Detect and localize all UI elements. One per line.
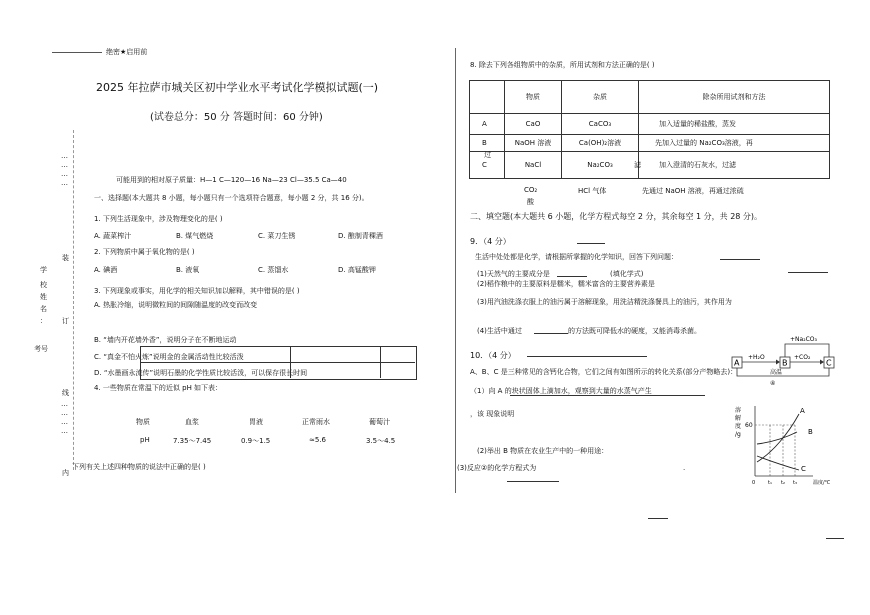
binding-dots-1: … … … … [61,152,69,187]
graph-ylabel-1: 溶 [735,407,742,414]
graph-curve-b [757,432,797,444]
graph-ylabel-2: 解 [735,415,742,422]
q10-transform-diagram [730,334,840,398]
q1-option-a: A. 蔬菜榨汁 [94,232,132,240]
q8-b-3: 先加入过量的 Na₂CO₃溶液，再 [639,135,830,152]
graph-label-a: A [800,407,805,415]
q10-item-3: (3)反应②的化学方程式为 [457,464,537,472]
graph-curve-c [757,456,799,470]
secret-mark: 绝密★启用前 [106,48,148,56]
q2-option-d: D. 高锰酸钾 [338,266,376,274]
q8-d-2: HCl 气体 [578,187,607,195]
graph-label-c: C [801,465,806,473]
q4-h-3: 正常雨水 [302,418,330,426]
q3-option-d: D. “水墨画永流传”说明石墨的化学性质比较活泼，可以保存很长时间 [94,369,308,377]
label-xue: 学 [40,266,47,274]
binding-marker-xian: 线 [62,389,69,397]
q8-table [469,80,830,179]
q3-grid-v1 [290,346,291,378]
binding-line [73,130,74,470]
q10-intro: A、B、C 是三种常见的含钙化合物，它们之间有如图所示的转化关系(部分产物略去)： [470,368,738,376]
diagram-arrow-ab-head [776,360,780,365]
graph-ylabel-4: /g [735,431,741,438]
q8-c-1: NaCl [505,152,562,179]
q8-a-0: A [470,114,505,135]
column-divider [455,48,456,493]
q8-overflow-lv: 滤 [634,161,641,169]
graph-tick-t3: t₃ [793,480,797,486]
q9-blank-1c [788,272,828,273]
q8-h-0 [470,81,505,114]
q10-extra-rule [648,518,668,519]
q10-solubility-graph [733,402,843,490]
q3-option-a: A. 热胀冷缩，说明微粒间的间隙随温度的改变而改变 [94,301,258,309]
q8-b-0: B [470,135,505,152]
diagram-arrow1-label: +H₂O [748,354,765,361]
diagram-arrow-bc-head [820,360,824,365]
binding-marker-nei: 内 [62,469,69,477]
q8-h-1: 物质 [505,81,562,114]
q2-option-b: B. 液氧 [176,266,200,274]
q8-a-1: CaO [505,114,562,135]
q9-blank-4 [534,333,568,334]
q1-option-c: C. 菜刀生锈 [258,232,296,240]
diagram-node-a: A [734,358,740,368]
q10-blank-3 [507,481,559,482]
q8-b-1: NaOH 溶液 [505,135,562,152]
q4-r-2: 0.9～1.5 [241,437,271,445]
exam-subtitle: (试卷总分：50 分 答题时间：60 分钟) [150,112,323,123]
q10-item-1b: ，该 现象说明 [470,410,515,418]
q3-option-c: C. “真金不怕火炼”说明金的金属活动性比较活泼 [94,353,244,361]
q8-h-3: 除杂所用试剂和方法 [639,81,830,114]
q2-option-c: C. 蒸馏水 [258,266,289,274]
q8-b-2: Ca(OH)₂溶液 [562,135,639,152]
q9-blank-1 [557,276,587,277]
q9-item-4a: (4)生活中通过 [477,327,522,335]
q1-option-d: D. 酿制青稞酒 [338,232,383,240]
label-xing: 姓 [40,293,47,301]
graph-tick-t2: t₂ [781,480,785,486]
q10-item-2: (2)举出 B 物质在农业生产中的一种用途： [477,447,609,455]
q9-intro-rule [720,259,760,260]
q4-stem: 4. 一些物质在常温下的近似 pH 如下表： [94,384,223,392]
q8-header-row [470,81,830,114]
q4-r-0: pH [140,436,150,444]
q8-overflow-suan: 酸 [527,198,534,206]
section2-heading: 二、填空题(本大题共 6 小题，化学方程式每空 2 分，其余每空 1 分，共 28 分)。 [470,212,763,221]
exam-title: 2025 年拉萨市城关区初中学业水平考试化学模拟试题(一) [96,81,379,94]
graph-tick-0: 0 [752,480,756,486]
binding-marker-ding: 订 [62,317,69,325]
graph-tick-60: 60 [745,422,753,429]
q4-r-3: ≈5.6 [309,436,326,444]
q3-grid-v2 [380,346,381,378]
q10-item-1: （1）向 A 的块状固体上滴加水，观察到大量的水蒸气产生 [470,387,652,395]
q10-blank-line [527,356,647,357]
diagram-arrow-bottom [737,368,829,376]
diagram-high-temp: 高温 [770,369,783,376]
label-kaohao: 考号 [34,345,48,353]
q8-c-3: 加入澄清的石灰水，过滤 [639,152,830,179]
q8-row-c [470,152,830,179]
binding-dots-2: … … … … [61,400,69,435]
q2-stem: 2. 下列物质中属于氧化物的是( ) [94,248,195,256]
q3-grid-mid [140,362,415,363]
q10-label: 10．（4 分） [470,351,516,360]
q8-row-b [470,135,830,152]
diagram-node-b: B [782,358,788,368]
q4-followup: 下列有关上述四种物质的说法中正确的是( ) [72,463,206,471]
q9-item-3: (3)用汽油洗涤衣服上的油污属于溶解现象，用洗洁精洗涤餐具上的油污，其作用为 [477,298,732,306]
q8-row-a [470,114,830,135]
q8-a-2: CaCO₃ [562,114,639,135]
diagram-arrow2-label: +Na₂CO₃ [790,336,817,343]
q1-stem: 1. 下列生活现象中，涉及物理变化的是( ) [94,215,223,223]
section1-heading: 一、选择题(本大题共 8 小题，每小题只有一个选项符合题意，每小题 2 分，共 16 分)。 [94,194,369,202]
q1-option-b: B. 煤气燃烧 [176,232,214,240]
atomic-masses: 可能用到的相对原子质量：H—1 C—120—16 Na—23 Cl—35.5 Ca—40 [116,176,347,184]
q8-overflow-guo: 过 [484,151,491,159]
diagram-arrow3-label: +CO₂ [794,354,811,361]
q8-d-3: 先通过 NaOH 溶液，再通过浓硫 [642,187,744,195]
q2-option-a: A. 碘酒 [94,266,118,274]
stray-dot: . [683,464,686,472]
graph-ylabel-3: 度 [735,423,742,430]
q8-d-1: CO₂ [524,186,538,194]
q9-item-2: (2)稻作粮中的主要原料是糯米，糯米富含的主要营养素是 [477,280,655,288]
graph-tick-t1: t₁ [768,480,772,486]
q4-h-1: 血浆 [185,418,199,426]
diagram-label-4: ④ [770,380,776,387]
q4-h-4: 葡萄汁 [369,418,390,426]
q8-h-2: 杂质 [562,81,639,114]
label-xiao: 校 [40,281,47,289]
q8-stem: 8. 除去下列各组物质中的杂质，所用试剂和方法正确的是( ) [470,61,655,69]
q9-intro: 生活中处处都是化学，请根据所掌握的化学知识，回答下列问题： [475,253,678,261]
label-colon: ： [40,317,47,325]
graph-label-b: B [808,428,813,436]
q3-option-b: B. “墙内开花墙外香”，说明分子在不断地运动 [94,336,237,344]
q9-item-4b: 的方法既可降低水的硬度，又能消毒杀菌。 [568,327,701,335]
q8-c-0: C [470,152,505,179]
label-ming: 名 [40,305,47,313]
q9-blank-line [577,243,605,244]
corner-rule [826,538,844,539]
header-rule [52,52,102,53]
q4-r-4: 3.5～4.5 [366,437,396,445]
binding-marker-zhuang: 装 [62,254,69,262]
graph-xlabel: 温度/℃ [813,480,831,486]
graph-curve-a [757,414,799,462]
q3-stem: 3. 下列现象或事实，用化学的相关知识加以解释，其中错误的是( ) [94,287,300,295]
q10-blank-1 [510,395,705,396]
q8-a-3: 加入适量的稀盐酸，蒸发 [639,114,830,135]
q8-c-2: Na₂CO₃ [562,152,639,179]
q9-item-1b: (填化学式) [610,270,644,278]
diagram-node-c: C [826,358,832,368]
q3-grid [140,346,417,380]
q4-h-2: 胃液 [249,418,263,426]
q9-item-1: (1)天然气的主要成分是 [477,270,550,278]
q4-h-0: 物质 [136,418,150,426]
q9-label: 9．（4 分） [470,237,511,246]
q4-r-1: 7.35～7.45 [173,437,212,445]
